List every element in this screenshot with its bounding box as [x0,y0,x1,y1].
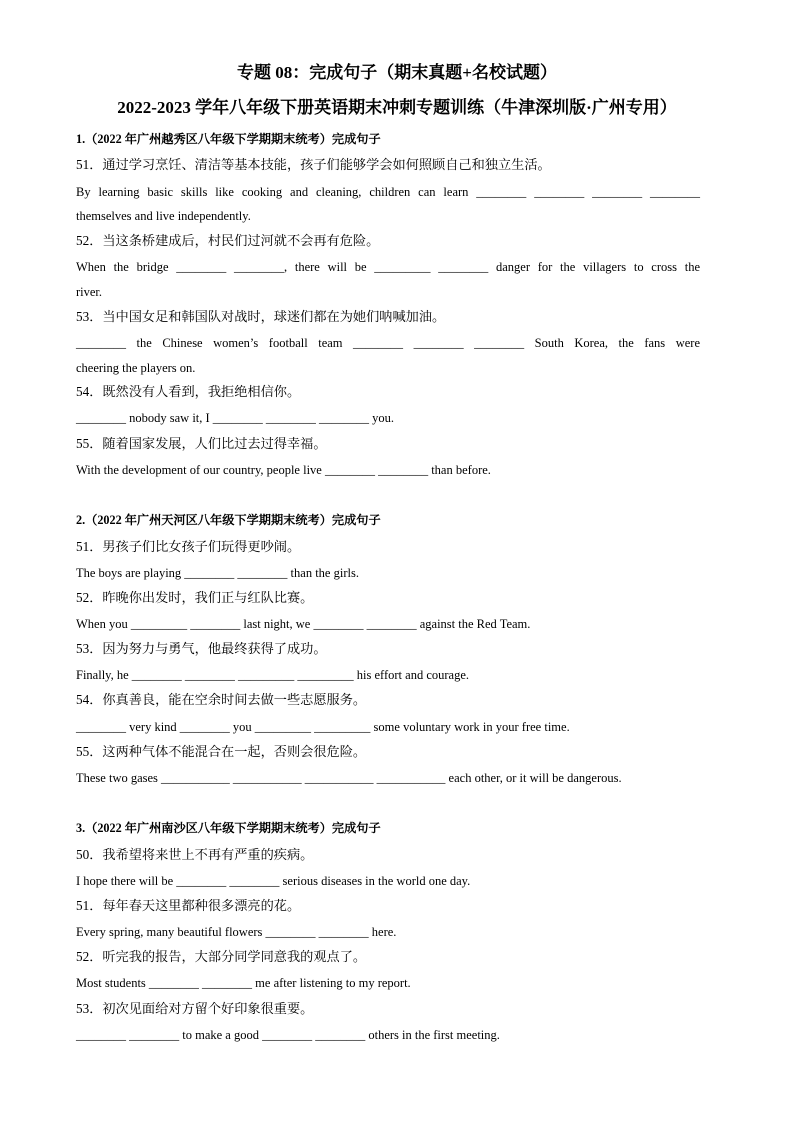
question-55-chinese: 55．随着国家发展，人们比过去过得幸福。 [76,436,327,451]
section-1-heading: 1.（2022 年广州越秀区八年级下学期期末统考）完成句子 [76,132,381,146]
question-51-chinese: 51．男孩子们比女孩子们玩得更吵闹。 [76,539,301,554]
question-53-chinese: 53．初次见面给对方留个好印象很重要。 [76,1001,314,1016]
question-51-chinese: 51．每年春天这里都种很多漂亮的花。 [76,898,301,913]
question-52-english: When you _________ ________ last night, we ________ ________ against the Red Team. [76,617,531,631]
question-51-english: Every spring, many beautiful flowers ________ ________ here. [76,925,397,939]
document-subtitle: 2022-2023 学年八年级下册英语期末冲刺专题训练（牛津深圳版·广州专用） [117,98,677,117]
question-52-chinese: 52．当这条桥建成后，村民们过河就不会再有危险。 [76,233,380,248]
question-50-english: I hope there will be ________ ________ serious diseases in the world one day. [76,874,471,888]
question-53-english: ________ the Chinese women’s football team ________ ________ ________ South Korea, the fans were [76,336,700,350]
question-53-english: ________ ________ to make a good ________ ________ others in the first meeting. [76,1028,500,1042]
question-51-chinese: 51．通过学习烹饪、清洁等基本技能，孩子们能够学会如何照顾自己和独立生活。 [76,157,551,172]
question-52-chinese: 52．听完我的报告，大部分同学同意我的观点了。 [76,949,367,964]
question-51-english: By learning basic skills like cooking and cleaning, children can learn ________ ________ ________ ________ [76,185,700,199]
question-52-english: Most students ________ ________ me after listening to my report. [76,976,411,990]
question-52-english: When the bridge ________ ________, there will be _________ ________ danger for the villagers to cross the [76,260,700,274]
question-55-english: With the development of our country, people live ________ ________ than before. [76,463,491,477]
question-53-chinese: 53．因为努力与勇气，他最终获得了成功。 [76,641,327,656]
question-53-english: Finally, he ________ ________ _________ _________ his effort and courage. [76,668,470,682]
question-54-chinese: 54．既然没有人看到，我拒绝相信你。 [76,384,301,399]
question-52-chinese: 52．昨晚你出发时，我们正与红队比赛。 [76,590,314,605]
question-54-english: ________ very kind ________ you _________ _________ some voluntary work in your free time. [76,720,570,734]
question-54-chinese: 54．你真善良，能在空余时间去做一些志愿服务。 [76,692,367,707]
question-53-chinese: 53．当中国女足和韩国队对战时，球迷们都在为她们呐喊加油。 [76,309,446,324]
section-3-heading: 3.（2022 年广州南沙区八年级下学期期末统考）完成句子 [76,821,381,835]
question-52-english-cont: river. [76,285,103,299]
document-title: 专题 08：完成句子（期末真题+名校试题） [237,63,557,82]
question-55-english: These two gases ___________ ___________ ___________ ___________ each other, or it will be dangerous. [76,771,622,785]
question-53-english-cont: cheering the players on. [76,361,196,375]
question-50-chinese: 50．我希望将来世上不再有严重的疾病。 [76,847,314,862]
question-55-chinese: 55．这两种气体不能混合在一起，否则会很危险。 [76,744,367,759]
section-2-heading: 2.（2022 年广州天河区八年级下学期期末统考）完成句子 [76,513,381,527]
question-51-english-cont: themselves and live independently. [76,209,251,223]
question-54-english: ________ nobody saw it, I ________ ________ ________ you. [76,411,395,425]
question-51-english: The boys are playing ________ ________ than the girls. [76,566,359,580]
